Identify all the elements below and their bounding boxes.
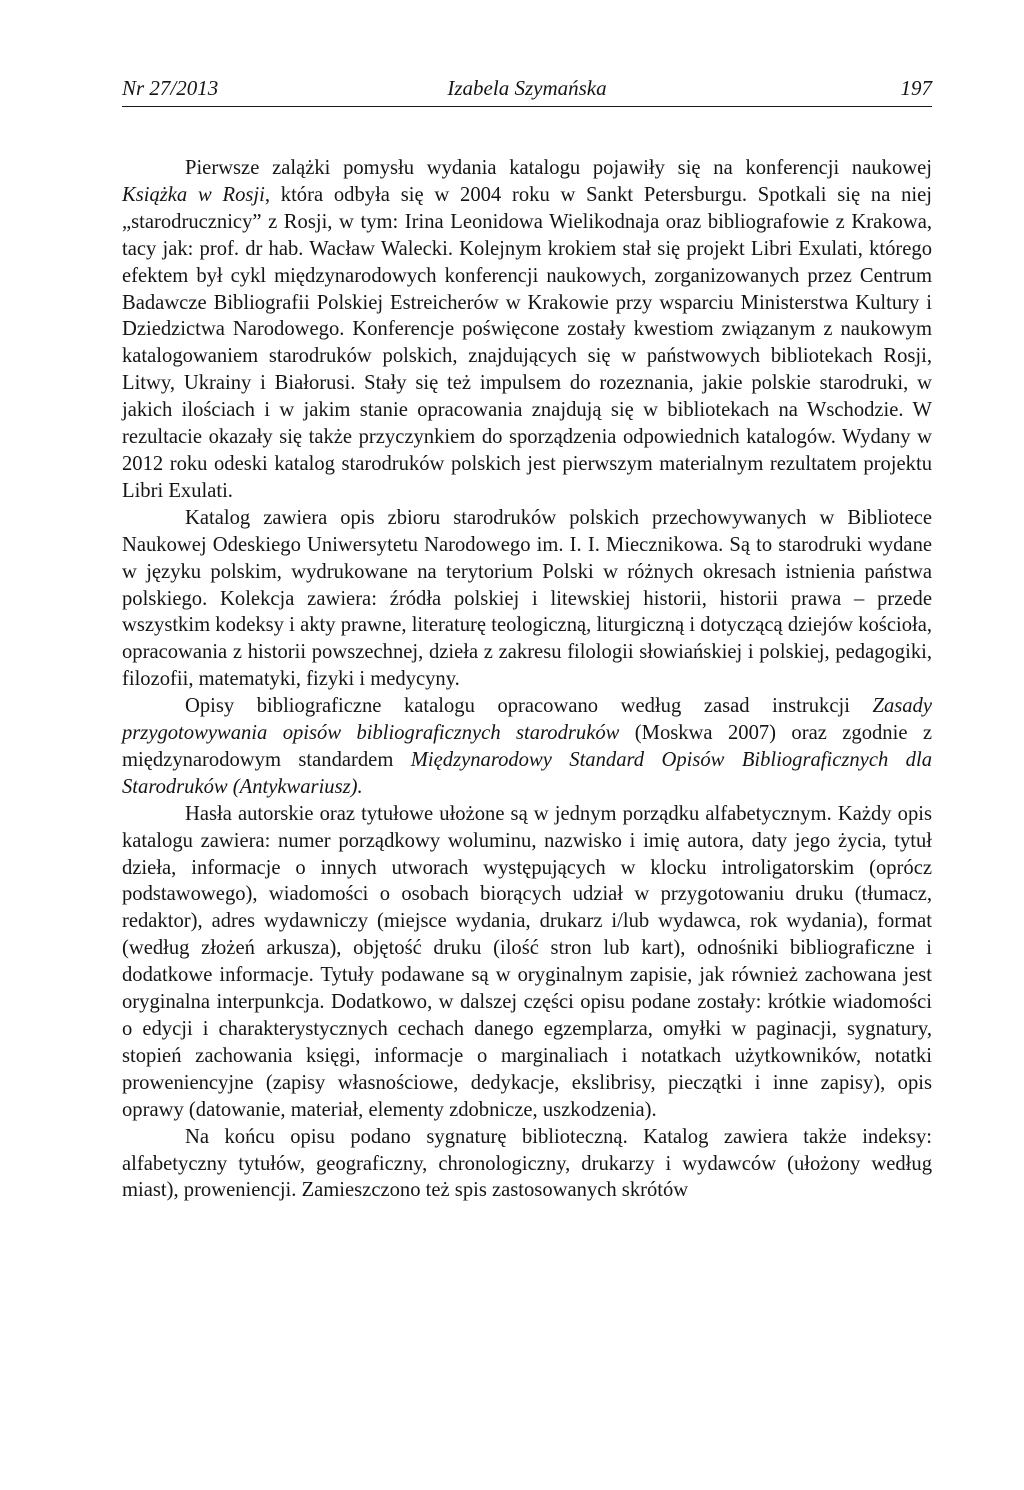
article-body xyxy=(122,155,932,1204)
paragraph-indexes: Na końcu opisu podano sygnaturę biblioteczną. Katalog zawiera także indeksy: alfabetyczny tytułów, geograficzny, chronologiczny, drukarzy i wydawców (ułożony według miast), proweniencji. Zamieszczono też spis zastosowanych skrótów xyxy=(122,1125,932,1202)
paragraph-description-structure: Hasła autorskie oraz tytułowe ułożone są w jednym porządku alfabetycznym. Każdy opis katalogu zawiera: numer porządkowy woluminu, nazwisko i imię autora, daty jego życia, tytuł dzieła, informacje o innych utworach występujących w klocku introligatorskim (oprócz podstawowego), wiadomości o osobach biorących udział w przygotowaniu druku (tłumacz, redaktor), adres wydawniczy (miejsce wydania, drukarz i/lub wydawca, rok wydania), format (według złożeń arkusza), objętość druku (ilość stron lub kart), odnośniki bibliograficzne i dodatkowe informacje. Tytuły podawane są w oryginalnym zapisie, jak również zachowana jest oryginalna interpunkcja. Dodatkowo, w dalszej części opisu podane zostały: krótkie wiadomości o edycji i charakterystycznych cechach danego egzemplarza, omyłki w paginacji, sygnatury, stopień zachowania księgi, informacje o marginaliach i notatkach użytkowników, notatki proweniencyjne (zapisy własnościowe, dedykacje, ekslibrisy, pieczątki i inne zapisy), opis oprawy (datowanie, materiał, elementy zdobnicze, uszkodzenia). xyxy=(122,802,932,1121)
paragraph-standards: Opisy bibliograficzne katalogu opracowano według zasad instrukcji Zasady przygotowywania opisów bibliograficznych starodruków (Moskwa 2007) oraz zgodnie z międzynarodowym standardem Międzynarodowy Standard Opisów Bibliograficznych dla Starodruków (Antykwariusz). xyxy=(122,695,932,798)
paragraph-collection: Katalog zawiera opis zbioru starodruków polskich przechowywanych w Bibliotece Naukowej Odeskiego Uniwersytetu Narodowego im. I. I. Miecznikowa. Są to starodruki wydane w języku polskim, wydrukowane na terytorium Polski w różnych okresach istnienia państwa polskiego. Kolekcja zawiera: źródła polskiej i litewskiej historii, historii prawa – przede wszystkim kodeksy i akty prawne, literaturę teologiczną, liturgiczną i dotyczącą dziejów kościoła, opracowania z historii powszechnej, dzieła z zakresu filologii słowiańskiej i polskiej, pedagogiki, filozofii, matematyki, fizyki i medycyny. xyxy=(122,506,932,691)
standard-title: Międzynarodowy Standard Opisów Bibliograficznych dla Starodruków (Antykwariusz). xyxy=(122,748,932,798)
page-number: 197 xyxy=(900,76,932,100)
article-author: Izabela Szymańska xyxy=(447,76,607,100)
running-header xyxy=(122,76,932,107)
paragraph-origins: Pierwsze zalążki pomysłu wydania katalogu pojawiły się na konferencji naukowej Książka w Rosji, która odbyła się w 2004 roku w Sankt Petersburgu. Spotkali się na niej „starodrucznicy” z Rosji, w tym: Irina Leonidowa Wielikodnaja oraz bibliografowie z Krakowa, tacy jak: prof. dr hab. Wacław Walecki. Kolejnym krokiem stał się projekt Libri Exulati, którego efektem był cykl międzynarodowych konferencji naukowych, zorganizowanych przez Centrum Badawcze Bibliografii Polskiej Estreicherów w Krakowie przy wsparciu Ministerstwa Kultury i Dziedzictwa Narodowego. Konferencje poświęcone zostały kwestiom związanym z naukowym katalogowaniem starodruków polskich, znajdujących się w państwowych bibliotekach Rosji, Litwy, Ukrainy i Białorusi. Stały się też impulsem do rozeznania, jakie polskie starodruki, w jakich ilościach i w jakim stanie opracowania znajdują się w bibliotekach na Wschodzie. W rezultacie okazały się także przyczynkiem do sporządzenia odpowiednich katalogów. Wydany w 2012 roku odeski katalog starodruków polskich jest pierwszym materialnym rezultatem projektu Libri Exulati. xyxy=(122,157,932,502)
conference-title: Książka w Rosji xyxy=(122,183,265,206)
issue-number: Nr 27/2013 xyxy=(122,76,219,100)
instruction-title: Zasady przygotowywania opisów bibliograficznych starodruków xyxy=(122,695,932,745)
